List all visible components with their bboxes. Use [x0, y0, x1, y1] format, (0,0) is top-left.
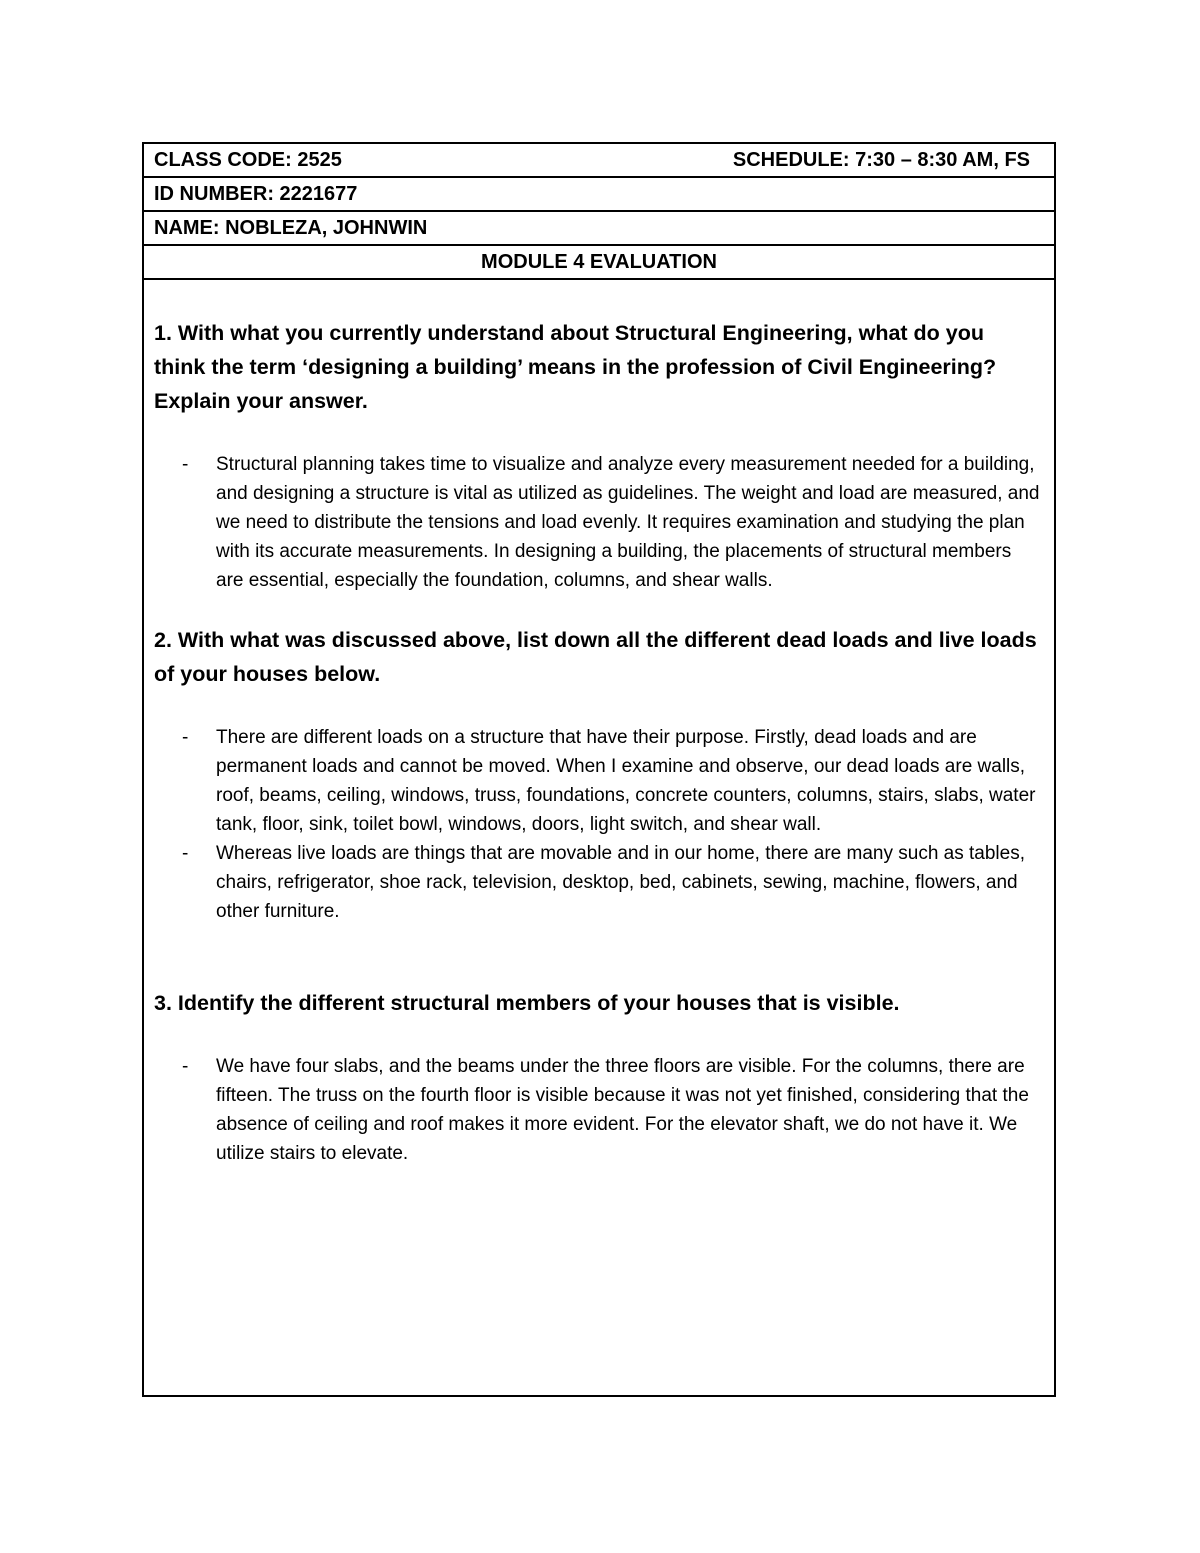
- answer-text: We have four slabs, and the beams under the three floors are visible. For the columns, there are fifteen. The truss on the fourth floor is visible because it was not yet finished, considering that the absence of ceiling and roof makes it more evident. For the elevator shaft, we do not have it. We utilize stairs to elevate.: [216, 1056, 1029, 1164]
- answer-list-2: [154, 723, 1040, 926]
- answer-text: Whereas live loads are things that are movable and in our home, there are many such as tables, chairs, refrigerator, shoe rack, television, desktop, bed, cabinets, sewing, machine, flowers, and other furniture.: [216, 843, 1025, 922]
- bullet-dash: -: [182, 727, 189, 748]
- question-2: 2. With what was discussed above, list down all the different dead loads and live loads of your houses below.: [154, 628, 1037, 686]
- bullet-dash: -: [182, 454, 189, 475]
- form-title: MODULE 4 EVALUATION: [481, 250, 717, 273]
- answer-text: Structural planning takes time to visualize and analyze every measurement needed for a building, and designing a structure is vital as utilized as guidelines. The weight and load are measured, and we need to distribute the tensions and load evenly. It requires examination and studying the plan with its accurate measurements. In designing a building, the placements of structural members are essential, especially the foundation, columns, and shear walls.: [216, 454, 1040, 591]
- bullet-dash: -: [182, 843, 189, 864]
- class-info-row: [144, 144, 1054, 178]
- answer-item: [154, 1052, 1040, 1168]
- title-row: [144, 246, 1054, 280]
- bullet-dash: -: [182, 1056, 189, 1077]
- answer-item: [154, 450, 1040, 595]
- evaluation-form: [142, 142, 1056, 1397]
- student-name: NAME: NOBLEZA, JOHNWIN: [154, 216, 428, 239]
- answer-list-3: [154, 1052, 1040, 1168]
- answer-item: [154, 723, 1040, 839]
- answer-item: [154, 839, 1040, 926]
- name-row: [144, 212, 1054, 246]
- id-number: ID NUMBER: 2221677: [154, 182, 358, 205]
- question-1: 1. With what you currently understand about Structural Engineering, what do you think the term ‘designing a building’ means in the profession of Civil Engineering? Explain your answer.: [154, 321, 997, 413]
- answer-list-1: [154, 450, 1040, 595]
- question-3: 3. Identify the different structural members of your houses that is visible.: [154, 991, 900, 1015]
- form-body: [144, 280, 1054, 1168]
- id-number-row: [144, 178, 1054, 212]
- schedule: SCHEDULE: 7:30 – 8:30 AM, FS: [732, 148, 1030, 171]
- answer-text: There are different loads on a structure that have their purpose. Firstly, dead loads and are permanent loads and cannot be moved. When I examine and observe, our dead loads are walls, roof, beams, ceiling, windows, truss, foundations, concrete counters, columns, stairs, slabs, water tank, floor, sink, toilet bowl, windows, doors, light switch, and shear wall.: [216, 727, 1036, 835]
- class-code: CLASS CODE: 2525: [154, 148, 342, 171]
